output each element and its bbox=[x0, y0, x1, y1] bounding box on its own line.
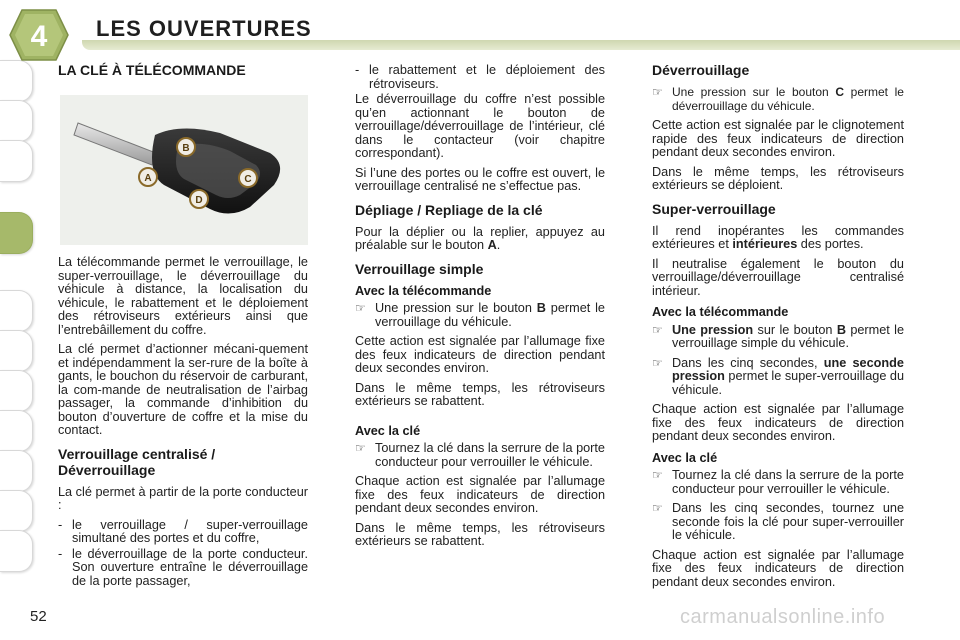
hand-pointer-icon: ☞ bbox=[652, 322, 663, 337]
paragraph: Cette action est signalée par le clignotement rapide des feux indicateurs de direction pendant deux secondes environ. bbox=[652, 118, 904, 159]
subsection-title-key: Avec la clé bbox=[652, 450, 718, 465]
section-title-central-locking: Verrouillage centralisé / Déverrouillage bbox=[58, 445, 216, 478]
paragraph: Pour la déplier ou la replier, appuyez au préalable sur le bouton A. bbox=[355, 224, 605, 252]
hand-pointer-icon: ☞ bbox=[355, 441, 366, 455]
chapter-tab-7[interactable] bbox=[0, 370, 33, 412]
chapter-tab-10[interactable] bbox=[0, 490, 33, 532]
list-item: - le déverrouillage de la porte conducteur. Son ouverture entraîne le déverrouillage de la porte passager, bbox=[58, 546, 308, 588]
column-1 bbox=[58, 64, 308, 84]
paragraph: Chaque action est signalée par l’allumage fixe des feux indicateurs de direction pendant deux secondes environ. bbox=[652, 547, 904, 589]
chapter-badge bbox=[8, 8, 70, 62]
paragraph: Dans le même temps, les rétroviseurs extérieurs se rabattent. bbox=[355, 520, 605, 548]
paragraph: Il neutralise également le bouton du verrouillage/déverrouillage centralisé intérieur. bbox=[652, 256, 904, 298]
hand-pointer-icon: ☞ bbox=[652, 501, 663, 515]
list-item: - le verrouillage / super-verrouillage simultané des portes et du coffre, bbox=[58, 517, 308, 545]
paragraph: Il rend inopérantes les commandes extérieures et intérieures des portes. bbox=[652, 223, 904, 251]
paragraph: La clé permet à partir de la porte conducteur : bbox=[58, 484, 308, 512]
subsection-title-remote: Avec la télécommande bbox=[652, 305, 789, 319]
key-label-c: C bbox=[244, 174, 252, 185]
list-item: ☞ Une pression sur le bouton B permet le verrouillage du véhicule. bbox=[355, 301, 605, 329]
subsection-title-key: Avec la clé bbox=[355, 423, 421, 438]
chapter-tab-9[interactable] bbox=[0, 450, 33, 492]
section-title-deadlocking: Super-verrouillage bbox=[652, 200, 776, 217]
chapter-tab-2[interactable] bbox=[0, 100, 33, 142]
key-label-d: D bbox=[195, 195, 203, 206]
chapter-tab-4-active[interactable] bbox=[0, 212, 33, 254]
list-item: ☞ Dans les cinq secondes, tournez une seconde fois la clé pour super-verrouiller le véhicule. bbox=[652, 501, 904, 542]
chapter-tab-11[interactable] bbox=[0, 530, 33, 572]
section-title-unlocking: Déverrouillage bbox=[652, 62, 750, 78]
paragraph: Chaque action est signalée par l’allumage fixe des feux indicateurs de direction pendant deux secondes environ. bbox=[652, 402, 904, 443]
list-item: ☞ Dans les cinq secondes, une seconde pression permet le super-verrouillage du véhicule. bbox=[652, 355, 905, 397]
hand-pointer-icon: ☞ bbox=[652, 468, 663, 482]
page-title: LES OUVERTURES bbox=[96, 16, 312, 41]
list-item: ☞ Tournez la clé dans la serrure de la porte conducteur pour verrouiller le véhicule. bbox=[652, 468, 904, 496]
key-label-a: A bbox=[144, 173, 152, 184]
list-item: ☞ Une pression sur le bouton C permet le déverrouillage du véhicule. bbox=[652, 85, 904, 113]
section-title-simple-locking: Verrouillage simple bbox=[355, 260, 484, 277]
page-number: 52 bbox=[30, 608, 47, 625]
list-item: ☞ Une pression sur le bouton B permet le verrouillage simple du véhicule. bbox=[652, 322, 905, 350]
list-item: - le rabattement et le déploiement des rétroviseurs. bbox=[355, 63, 605, 91]
column-1-body bbox=[58, 256, 308, 590]
key-label-b: B bbox=[182, 143, 190, 154]
paragraph: Dans le même temps, les rétroviseurs extérieurs se rabattent. bbox=[355, 380, 605, 408]
watermark: carmanualsonline.info bbox=[680, 606, 886, 628]
chapter-tab-1[interactable] bbox=[0, 60, 33, 102]
section-title-key: LA CLÉ À TÉLÉCOMMANDE bbox=[58, 62, 246, 78]
paragraph: Dans le même temps, les rétroviseurs extérieurs se déploient. bbox=[652, 164, 904, 192]
subsection-title-remote: Avec la télécommande bbox=[355, 283, 492, 298]
chapter-tab-3[interactable] bbox=[0, 140, 33, 182]
hand-pointer-icon: ☞ bbox=[652, 355, 663, 370]
paragraph: Si l’une des portes ou le coffre est ouvert, le verrouillage centralisé ne s’effectue pas. bbox=[355, 165, 605, 193]
paragraph: La télécommande permet le verrouillage, le super-verrouillage, le déverrouillage du véhicule à distance, la localisation du véhicule, le rabattement et le déploiement des rétroviseurs extérieurs ainsi que l’entrebâillement du coffre. bbox=[58, 255, 308, 337]
section-title-key-fold: Dépliage / Repliage de la clé bbox=[355, 201, 543, 218]
column-3 bbox=[652, 62, 904, 595]
hand-pointer-icon: ☞ bbox=[355, 301, 366, 315]
key-remote-illustration bbox=[60, 95, 308, 245]
list-item: ☞ Tournez la clé dans la serrure de la porte conducteur pour verrouiller le véhicule. bbox=[355, 441, 605, 469]
hand-pointer-icon: ☞ bbox=[652, 85, 663, 99]
chapter-tab-6[interactable] bbox=[0, 330, 33, 372]
chapter-number: 4 bbox=[30, 20, 48, 53]
paragraph: Cette action est signalée par l’allumage fixe des feux indicateurs de direction pendant deux secondes environ. bbox=[355, 334, 605, 375]
paragraph: Le déverrouillage du coffre n’est possible qu’en actionnant le bouton de verrouillage/déverrouillage de l’intérieur, clé dans le contacteur (voir chapitre correspondant). bbox=[355, 92, 605, 160]
chapter-tab-5[interactable] bbox=[0, 290, 33, 332]
key-remote-drawing bbox=[60, 95, 308, 245]
paragraph: Chaque action est signalée par l’allumage fixe des feux indicateurs de direction pendant deux secondes environ. bbox=[355, 474, 605, 515]
paragraph: La clé permet d’actionner mécani-quement et indépendamment la ser-rure de la boîte à gants, le bouchon du réservoir de carburant, la com-mande de neutralisation de l’airbag passager, la commande d’inhibition du bouton d’ouverture de coffre et la mise du contact. bbox=[58, 342, 308, 437]
column-2 bbox=[355, 64, 605, 555]
chapter-tab-8[interactable] bbox=[0, 410, 33, 452]
